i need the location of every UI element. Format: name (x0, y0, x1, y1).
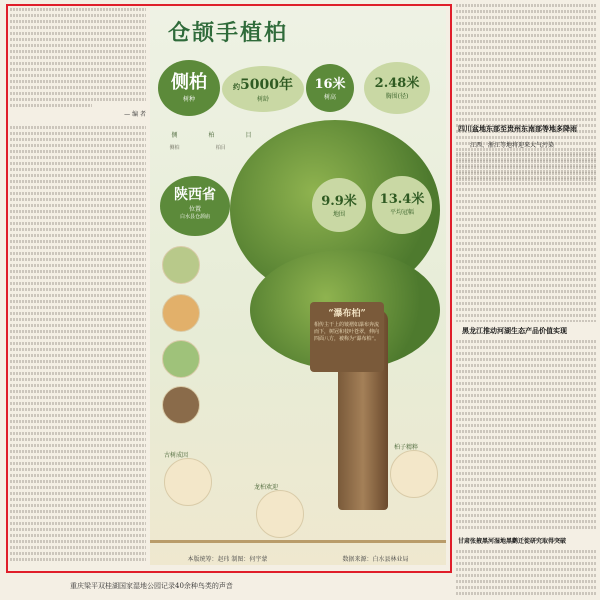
subhead-pollution: 江西、浙江等地将迎来大气污染 (470, 142, 555, 149)
headline-heilongjiang: 黑龙江推动河湖生态产品价值实现 (462, 326, 567, 335)
stat-height: 16米 树高 (306, 64, 354, 112)
fence-line (150, 540, 446, 543)
taxonomy-names-row: 侧柏 柏目 (169, 145, 226, 151)
waterfall-cypress-sign: “瀑布柏” 相传主干上的皱褶如瀑布奔流而下，树冠和枝叶苍翠，伸向四面八方，被称为“瀑布柏”。 (310, 302, 384, 372)
editor-signature: — 编 者 (124, 111, 146, 118)
leaf-specimen-icon (162, 340, 200, 378)
stat-age: 约5000年 树龄 (222, 66, 304, 112)
stat-crown-dia: 9.9米 地围 (312, 178, 366, 232)
right-text-block-4 (456, 550, 596, 598)
legend-vignette-1 (164, 458, 212, 506)
taxonomy-row: 侧 柏 目 (171, 132, 252, 139)
headline-zhangye: 甘肃张掖黑河湿地黑鹳迁徙研究取得突破 (458, 538, 567, 545)
footer-headline: 重庆梁平双桂湖国家湿地公园记录40余种鸟类的声音 (70, 582, 233, 590)
stat-species: 侧柏 树种 (158, 60, 220, 116)
caption-seed: 柏子精粹 (394, 444, 419, 451)
legend-vignette-2 (256, 490, 304, 538)
right-text-block-3 (456, 340, 596, 530)
bark-specimen-icon (162, 386, 200, 424)
poster-credits: 本版统筹：赵玮 制图：何宇蒙 数据来源：白水县林业局 (187, 555, 409, 563)
stat-girth: 2.48米 胸围(径) (364, 62, 430, 114)
stat-crown-area: 13.4米 平均冠幅 (372, 176, 432, 234)
headline-rain: 四川盆地东部至贵州东南部等地多降雨 (458, 124, 577, 133)
infographic-poster (150, 10, 446, 565)
poster-title: 仓颉手植柏 (168, 20, 289, 46)
caption-origin: 古树成因 (164, 452, 189, 459)
stat-location: 陕西省 位置 白水县仓颉庙 (160, 176, 230, 236)
right-text-block-2 (456, 152, 596, 322)
cone-specimen-icon (162, 246, 200, 284)
caption-welcome: 龙柏欢迎 (254, 484, 279, 491)
legend-vignette-3 (390, 450, 438, 498)
flower-specimen-icon (162, 294, 200, 332)
